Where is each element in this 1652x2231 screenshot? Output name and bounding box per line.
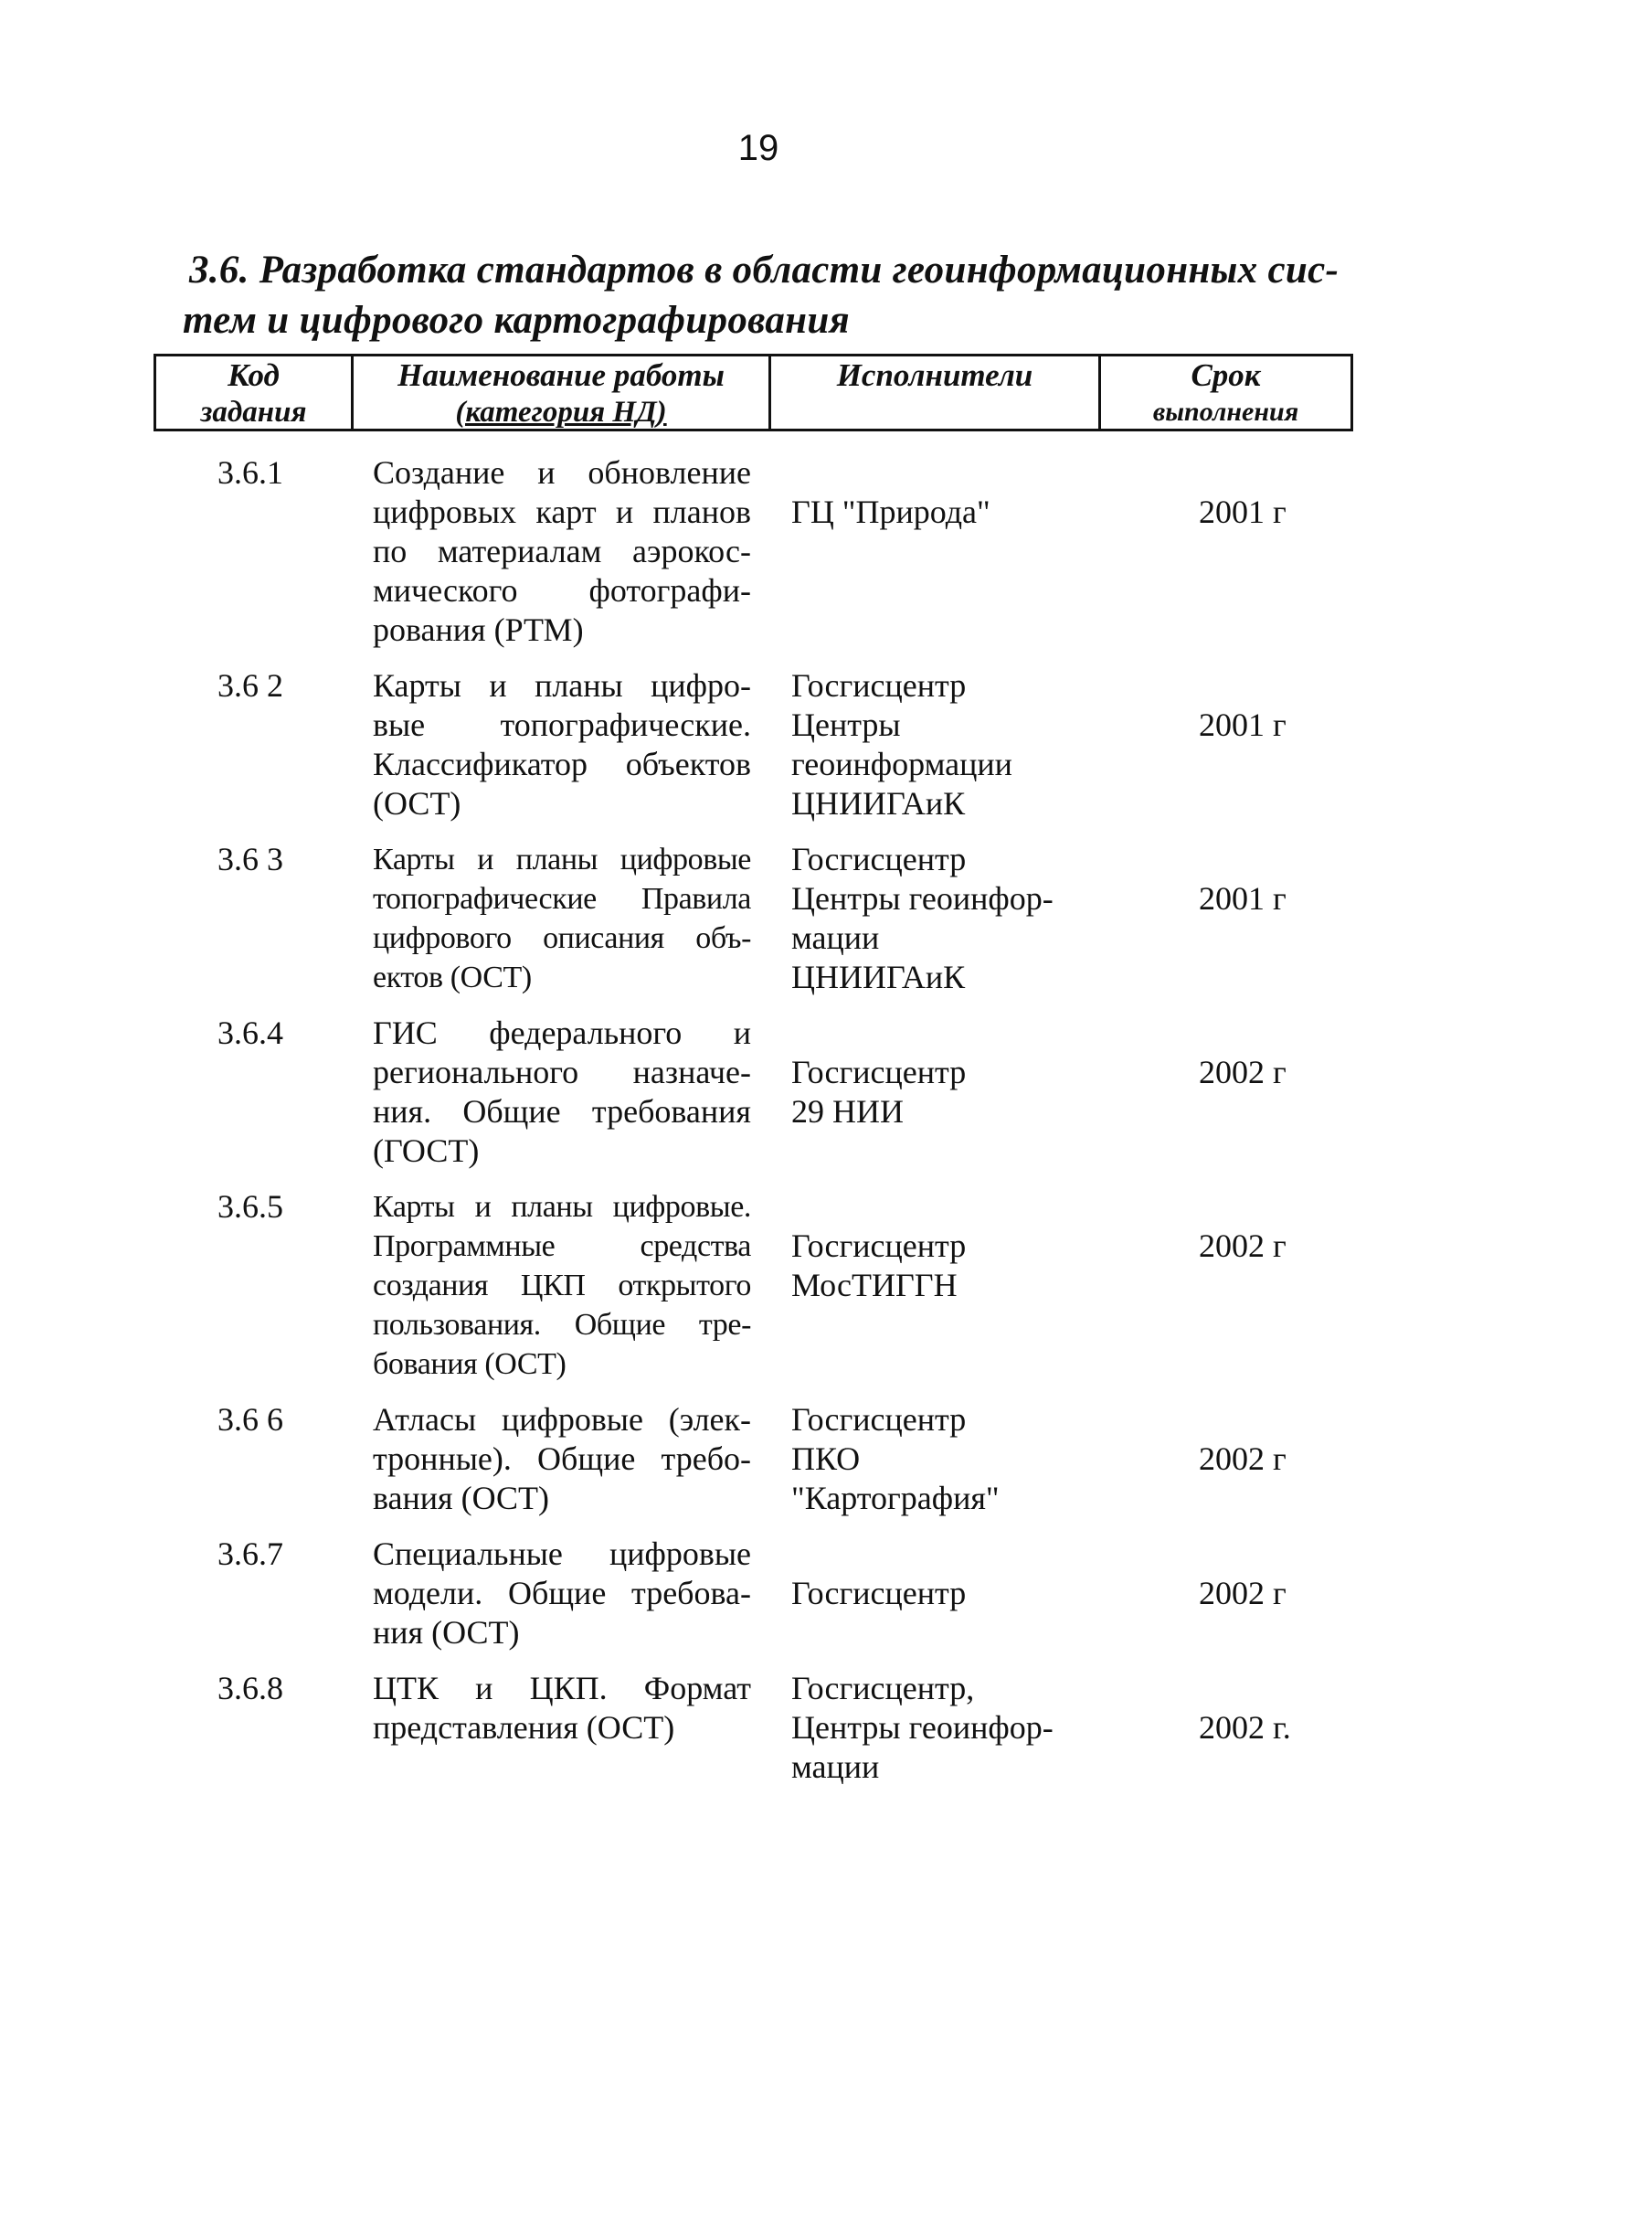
work-name-line: модели. Общие требова-: [373, 1575, 751, 1611]
work-name-line: по материалам аэрокос-: [373, 533, 751, 569]
work-name: [373, 1669, 751, 1787]
deadline: 2001 г: [1199, 706, 1287, 743]
deadline: 2001 г: [1199, 880, 1287, 917]
task-code: 3.6 6: [217, 1401, 283, 1438]
table-row: [154, 1014, 1353, 1171]
work-name: [373, 453, 751, 650]
deadline: 2002 г: [1199, 1575, 1287, 1611]
header-executors: [771, 356, 1101, 429]
executor-line: Госгисцентр: [791, 1227, 967, 1264]
section-title-line: тем и цифрового картографирования: [183, 299, 851, 342]
work-name-line: рования (РТМ): [373, 611, 584, 648]
executors: [751, 840, 1089, 997]
table-row: [154, 1535, 1353, 1652]
executor-line: мации: [791, 1748, 880, 1785]
executor-line: МосТИГГН: [791, 1267, 958, 1303]
work-name-line: регионального назначе-: [373, 1054, 751, 1090]
work-name-line: пользования. Общие тре-: [373, 1308, 751, 1342]
task-code: 3.6.5: [217, 1188, 283, 1225]
work-name-line: бования (ОСТ): [373, 1347, 567, 1381]
work-name-line: цифровых карт и планов: [373, 494, 751, 530]
work-name: [373, 1400, 751, 1518]
task-code: 3.6.1: [217, 454, 283, 491]
work-name-line: вые топографические.: [373, 706, 751, 743]
work-name-line: Карты и планы цифровые.: [373, 1190, 751, 1224]
task-code: 3.6.7: [217, 1535, 283, 1572]
executor-line: Госгисцентр,: [791, 1670, 975, 1706]
executor-line: Центры: [791, 706, 901, 743]
executor-line: мации: [791, 919, 880, 956]
table-body: [154, 453, 1353, 1803]
executor-line: Госгисцентр: [791, 841, 967, 877]
executor-line: Госгисцентр: [791, 1054, 967, 1090]
work-name-line: Атласы цифровые (элек-: [373, 1401, 751, 1438]
work-name-line: ектов (ОСТ): [373, 961, 532, 994]
deadline: 2002 г: [1199, 1440, 1287, 1477]
work-name-line: (ГОСТ): [373, 1132, 480, 1169]
executor-line: ЦНИИГАиК: [791, 959, 966, 995]
executor-line: "Картография": [791, 1480, 1000, 1516]
deadline: 2002 г.: [1199, 1709, 1291, 1746]
header-name: [354, 356, 771, 429]
header-name-line1: Наименование работы: [397, 357, 725, 393]
executor-line: ЦНИИГАиК: [791, 785, 966, 822]
executor-line: ГЦ "Природа": [791, 494, 990, 530]
work-name-line: (ОСТ): [373, 785, 461, 822]
work-name: [373, 1535, 751, 1652]
task-code: 3.6 2: [217, 667, 283, 704]
deadline: 2002 г: [1199, 1054, 1287, 1090]
table-row: [154, 1187, 1353, 1384]
section-title-line: 3.6. Разработка стандартов в области геоинформационных сис-: [189, 249, 1340, 292]
header-code: [156, 356, 354, 429]
header-code-line2: задания: [200, 396, 307, 429]
work-name-line: создания ЦКП открытого: [373, 1269, 751, 1302]
work-name-line: топографические Правила: [373, 882, 751, 916]
table-header: [154, 354, 1353, 431]
executors: [751, 1669, 1089, 1787]
executors: [751, 666, 1089, 823]
executor-line: Центры геоинфор-: [791, 1709, 1054, 1746]
work-name: [373, 840, 751, 997]
table-row: [154, 840, 1353, 997]
header-term: [1101, 356, 1350, 429]
table-row: [154, 1400, 1353, 1518]
executor-line: геоинформации: [791, 746, 1012, 782]
work-name-line: ЦТК и ЦКП. Формат: [373, 1670, 751, 1706]
header-executors-line1: Исполнители: [836, 357, 1033, 393]
page-number: 19: [737, 128, 779, 168]
executor-line: ПКО: [791, 1440, 861, 1477]
work-name-line: мического фотографи-: [373, 572, 751, 609]
work-name-line: тронные). Общие требо-: [373, 1440, 751, 1477]
work-name: [373, 666, 751, 823]
executors: [751, 1400, 1089, 1518]
work-name-line: Классификатор объектов: [373, 746, 751, 782]
table-row: [154, 1669, 1353, 1787]
executors: [751, 1187, 1089, 1384]
work-name-line: Специальные цифровые: [373, 1535, 751, 1572]
executors: [751, 453, 1089, 650]
work-name-line: Программные средства: [373, 1229, 751, 1263]
work-name-line: ния. Общие требования: [373, 1093, 751, 1130]
executor-line: Госгисцентр: [791, 667, 967, 704]
table-row: [154, 666, 1353, 823]
work-name-line: Карты и планы цифро-: [373, 667, 751, 704]
executor-line: Госгисцентр: [791, 1401, 967, 1438]
header-name-line2: (категория НД): [455, 396, 667, 429]
table-row: [154, 453, 1353, 650]
deadline: 2001 г: [1199, 494, 1287, 530]
deadline: 2002 г: [1199, 1227, 1287, 1264]
task-code: 3.6 3: [217, 841, 283, 877]
work-name-line: Создание и обновление: [373, 454, 751, 491]
work-name: [373, 1187, 751, 1384]
work-name-line: представления (ОСТ): [373, 1709, 675, 1746]
executor-line: 29 НИИ: [791, 1093, 904, 1130]
header-term-line2: выполнения: [1152, 397, 1299, 427]
work-name-line: Карты и планы цифровые: [373, 843, 751, 876]
section-title: [183, 245, 1361, 345]
work-name-line: вания (ОСТ): [373, 1480, 550, 1516]
header-term-line1: Срок: [1191, 357, 1261, 393]
header-code-line1: Код: [228, 357, 280, 393]
work-name-line: ГИС федерального и: [373, 1015, 751, 1051]
work-name-line: цифрового описания объ-: [373, 921, 751, 955]
executor-line: Центры геоинфор-: [791, 880, 1054, 917]
work-name: [373, 1014, 751, 1171]
task-code: 3.6.4: [217, 1015, 283, 1051]
executor-line: Госгисцентр: [791, 1575, 967, 1611]
task-code: 3.6.8: [217, 1670, 283, 1706]
executors: [751, 1014, 1089, 1171]
executors: [751, 1535, 1089, 1652]
work-name-line: ния (ОСТ): [373, 1614, 520, 1651]
